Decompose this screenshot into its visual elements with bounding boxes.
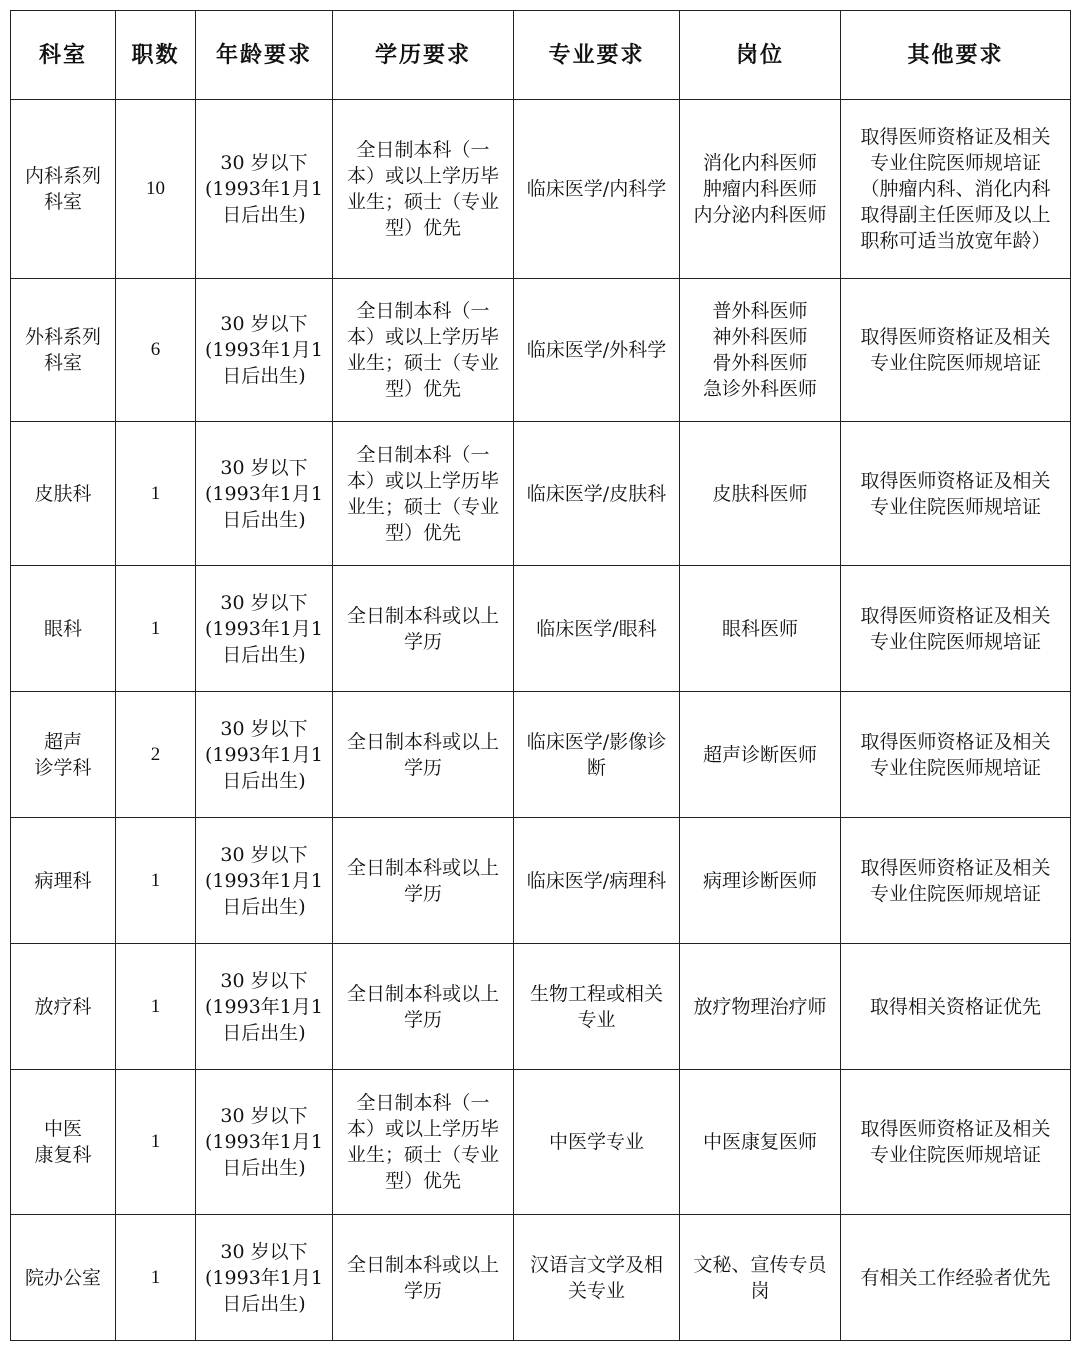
cell-line: 业生；硕士（专业	[346, 495, 499, 518]
cell-line: 全日制本科（一	[356, 300, 490, 322]
table-row	[11, 279, 1071, 422]
cell-line: 专业住院医师规培证	[869, 352, 1041, 374]
education-cell	[333, 279, 514, 422]
cell-line: 30 岁以下	[220, 969, 308, 992]
major-cell	[514, 1070, 680, 1215]
cell-line: 学历	[403, 1279, 442, 1302]
post-cell	[680, 279, 841, 422]
age-cell	[196, 944, 333, 1070]
cell-line: 临床医学/病理科	[526, 869, 667, 892]
cell-line: 文秘、宣传专员	[693, 1253, 827, 1276]
cell-line: 学历	[403, 630, 442, 653]
cell-line: 全日制本科（一	[356, 1092, 490, 1114]
cell-line: 全日制本科或以上	[346, 604, 499, 627]
cell-line: 取得医师资格证及相关	[860, 1118, 1051, 1140]
dept-cell	[11, 1070, 116, 1215]
dept-cell	[11, 692, 116, 818]
cell-line: 本）或以上学历毕	[346, 165, 499, 187]
table-row	[11, 944, 1071, 1070]
post-cell	[680, 100, 841, 279]
cell-line: 型）优先	[384, 217, 461, 239]
post-cell	[680, 1215, 841, 1341]
cell-line: 神外科医师	[712, 326, 808, 348]
other-cell	[841, 1070, 1071, 1215]
cell-line: 30 岁以下	[220, 1240, 308, 1263]
cell-line: 职称可适当放宽年龄）	[860, 230, 1051, 252]
post-cell	[680, 692, 841, 818]
post-cell	[680, 818, 841, 944]
table-row	[11, 818, 1071, 944]
cell-line: 皮肤科	[34, 482, 92, 505]
cell-line: 全日制本科（一	[356, 139, 490, 161]
count-cell: 1	[116, 1215, 196, 1341]
header-row	[11, 11, 1071, 100]
cell-line: 放疗物理治疗师	[693, 995, 827, 1018]
cell-line: 本）或以上学历毕	[346, 326, 499, 348]
cell-line: 30 岁以下	[220, 456, 308, 479]
cell-line: 日后出生)	[222, 643, 306, 666]
cell-line: (1993年1月1	[205, 1131, 323, 1153]
header-post: 岗位	[680, 11, 841, 100]
education-cell	[333, 1070, 514, 1215]
major-cell	[514, 818, 680, 944]
count-cell: 6	[116, 279, 196, 422]
age-cell	[196, 692, 333, 818]
cell-line: 日后出生)	[222, 204, 306, 226]
count-cell: 1	[116, 944, 196, 1070]
cell-line: 日后出生)	[222, 508, 306, 531]
cell-line: 专业住院医师规培证	[869, 630, 1041, 653]
cell-line: 学历	[403, 756, 442, 779]
cell-line: 关专业	[567, 1279, 625, 1302]
dept-cell	[11, 566, 116, 692]
cell-line: 学历	[403, 882, 442, 905]
cell-line: 取得医师资格证及相关	[860, 856, 1051, 879]
major-cell	[514, 692, 680, 818]
cell-line: 30 岁以下	[220, 843, 308, 866]
cell-line: 超声	[43, 730, 82, 753]
cell-line: 业生；硕士（专业	[346, 191, 499, 213]
cell-line: (1993年1月1	[205, 743, 323, 766]
table-row	[11, 422, 1071, 566]
cell-line: 日后出生)	[222, 1292, 306, 1315]
cell-line: 本）或以上学历毕	[346, 1118, 499, 1140]
cell-line: 30 岁以下	[220, 717, 308, 740]
other-cell	[841, 1215, 1071, 1341]
major-cell	[514, 422, 680, 566]
cell-line: 日后出生)	[222, 1157, 306, 1179]
education-cell	[333, 100, 514, 279]
post-cell	[680, 566, 841, 692]
cell-line: 日后出生)	[222, 365, 306, 387]
cell-line: 专业住院医师规培证	[869, 152, 1041, 174]
major-cell	[514, 566, 680, 692]
cell-line: 日后出生)	[222, 1021, 306, 1044]
count-cell: 2	[116, 692, 196, 818]
cell-line: 临床医学/影像诊	[526, 730, 667, 753]
cell-line: (1993年1月1	[205, 339, 323, 361]
age-cell	[196, 100, 333, 279]
cell-line: （肿瘤内科、消化内科	[860, 178, 1051, 200]
major-cell	[514, 279, 680, 422]
cell-line: 消化内科医师	[702, 152, 817, 174]
dept-cell	[11, 944, 116, 1070]
major-cell	[514, 1215, 680, 1341]
count-cell: 10	[116, 100, 196, 279]
cell-line: 内科系列	[24, 165, 101, 187]
cell-line: 超声诊断医师	[702, 743, 817, 766]
major-cell	[514, 100, 680, 279]
table-row	[11, 692, 1071, 818]
cell-line: 急诊外科医师	[702, 378, 817, 400]
count-cell: 1	[116, 1070, 196, 1215]
cell-line: 取得副主任医师及以上	[860, 204, 1051, 226]
age-cell	[196, 279, 333, 422]
age-cell	[196, 818, 333, 944]
cell-line: 病理科	[34, 869, 92, 892]
cell-line: 取得医师资格证及相关	[860, 604, 1051, 627]
cell-line: 取得医师资格证及相关	[860, 469, 1051, 492]
cell-line: 有相关工作经验者优先	[860, 1266, 1051, 1289]
count-cell: 1	[116, 422, 196, 566]
cell-line: 骨外科医师	[712, 352, 808, 374]
cell-line: 取得医师资格证及相关	[860, 126, 1051, 148]
cell-line: 本）或以上学历毕	[346, 469, 499, 492]
post-cell	[680, 422, 841, 566]
cell-line: 外科系列	[24, 326, 101, 348]
cell-line: 全日制本科或以上	[346, 730, 499, 753]
table-row	[11, 100, 1071, 279]
other-cell	[841, 279, 1071, 422]
other-cell	[841, 818, 1071, 944]
other-cell	[841, 566, 1071, 692]
cell-line: 取得医师资格证及相关	[860, 730, 1051, 753]
table-body	[11, 100, 1071, 1341]
cell-line: 型）优先	[384, 378, 461, 400]
cell-line: 30 岁以下	[220, 313, 308, 335]
cell-line: 科室	[43, 352, 82, 374]
cell-line: 日后出生)	[222, 769, 306, 792]
header-other: 其他要求	[841, 11, 1071, 100]
cell-line: (1993年1月1	[205, 482, 323, 505]
age-cell	[196, 422, 333, 566]
cell-line: 日后出生)	[222, 895, 306, 918]
cell-line: 眼科	[43, 617, 82, 640]
cell-line: 康复科	[34, 1144, 92, 1166]
recruitment-table	[10, 10, 1071, 1341]
header-education: 学历要求	[333, 11, 514, 100]
cell-line: 临床医学/外科学	[526, 339, 667, 361]
other-cell	[841, 422, 1071, 566]
dept-cell	[11, 279, 116, 422]
education-cell	[333, 566, 514, 692]
other-cell	[841, 100, 1071, 279]
cell-line: 专业住院医师规培证	[869, 1144, 1041, 1166]
dept-cell	[11, 422, 116, 566]
cell-line: 全日制本科或以上	[346, 1253, 499, 1276]
major-cell	[514, 944, 680, 1070]
cell-line: 30 岁以下	[220, 1105, 308, 1127]
cell-line: 普外科医师	[712, 300, 808, 322]
header-major: 专业要求	[514, 11, 680, 100]
cell-line: 取得相关资格证优先	[869, 995, 1041, 1018]
cell-line: 断	[586, 756, 606, 779]
count-cell: 1	[116, 818, 196, 944]
other-cell	[841, 692, 1071, 818]
post-cell	[680, 944, 841, 1070]
header-dept: 科室	[11, 11, 116, 100]
cell-line: 全日制本科或以上	[346, 982, 499, 1005]
cell-line: 临床医学/眼科	[536, 617, 657, 640]
cell-line: 肿瘤内科医师	[702, 178, 817, 200]
cell-line: 放疗科	[34, 995, 92, 1018]
cell-line: 临床医学/皮肤科	[526, 482, 667, 505]
cell-line: 专业住院医师规培证	[869, 495, 1041, 518]
dept-cell	[11, 100, 116, 279]
cell-line: (1993年1月1	[205, 1266, 323, 1289]
cell-line: 学历	[403, 1008, 442, 1031]
cell-line: (1993年1月1	[205, 178, 323, 200]
cell-line: (1993年1月1	[205, 869, 323, 892]
education-cell	[333, 422, 514, 566]
education-cell	[333, 1215, 514, 1341]
cell-line: 30 岁以下	[220, 152, 308, 174]
table-row	[11, 566, 1071, 692]
cell-line: 专业住院医师规培证	[869, 756, 1041, 779]
education-cell	[333, 818, 514, 944]
cell-line: 型）优先	[384, 521, 461, 544]
table-row	[11, 1215, 1071, 1341]
cell-line: 中医学专业	[548, 1131, 644, 1153]
dept-cell	[11, 1215, 116, 1341]
table-row	[11, 1070, 1071, 1215]
education-cell	[333, 692, 514, 818]
cell-line: 业生；硕士（专业	[346, 352, 499, 374]
cell-line: 专业住院医师规培证	[869, 882, 1041, 905]
cell-line: (1993年1月1	[205, 617, 323, 640]
cell-line: 病理诊断医师	[702, 869, 817, 892]
dept-cell	[11, 818, 116, 944]
cell-line: 业生；硕士（专业	[346, 1144, 499, 1166]
cell-line: 取得医师资格证及相关	[860, 326, 1051, 348]
age-cell	[196, 1070, 333, 1215]
cell-line: 中医康复医师	[702, 1131, 817, 1153]
cell-line: 诊学科	[34, 756, 92, 779]
cell-line: 全日制本科或以上	[346, 856, 499, 879]
header-count: 职数	[116, 11, 196, 100]
education-cell	[333, 944, 514, 1070]
cell-line: 汉语言文学及相	[529, 1253, 663, 1276]
cell-line: 30 岁以下	[220, 591, 308, 614]
cell-line: (1993年1月1	[205, 995, 323, 1018]
cell-line: 皮肤科医师	[712, 482, 808, 505]
post-cell	[680, 1070, 841, 1215]
cell-line: 内分泌内科医师	[693, 204, 827, 226]
cell-line: 生物工程或相关	[529, 982, 663, 1005]
cell-line: 型）优先	[384, 1170, 461, 1192]
cell-line: 临床医学/内科学	[526, 178, 667, 200]
cell-line: 专业	[577, 1008, 616, 1031]
cell-line: 眼科医师	[721, 617, 798, 640]
cell-line: 岗	[750, 1279, 770, 1302]
cell-line: 中医	[43, 1118, 82, 1140]
age-cell	[196, 566, 333, 692]
cell-line: 全日制本科（一	[356, 443, 490, 466]
count-cell: 1	[116, 566, 196, 692]
cell-line: 科室	[43, 191, 82, 213]
cell-line: 院办公室	[24, 1266, 101, 1289]
other-cell	[841, 944, 1071, 1070]
header-age: 年龄要求	[196, 11, 333, 100]
age-cell	[196, 1215, 333, 1341]
